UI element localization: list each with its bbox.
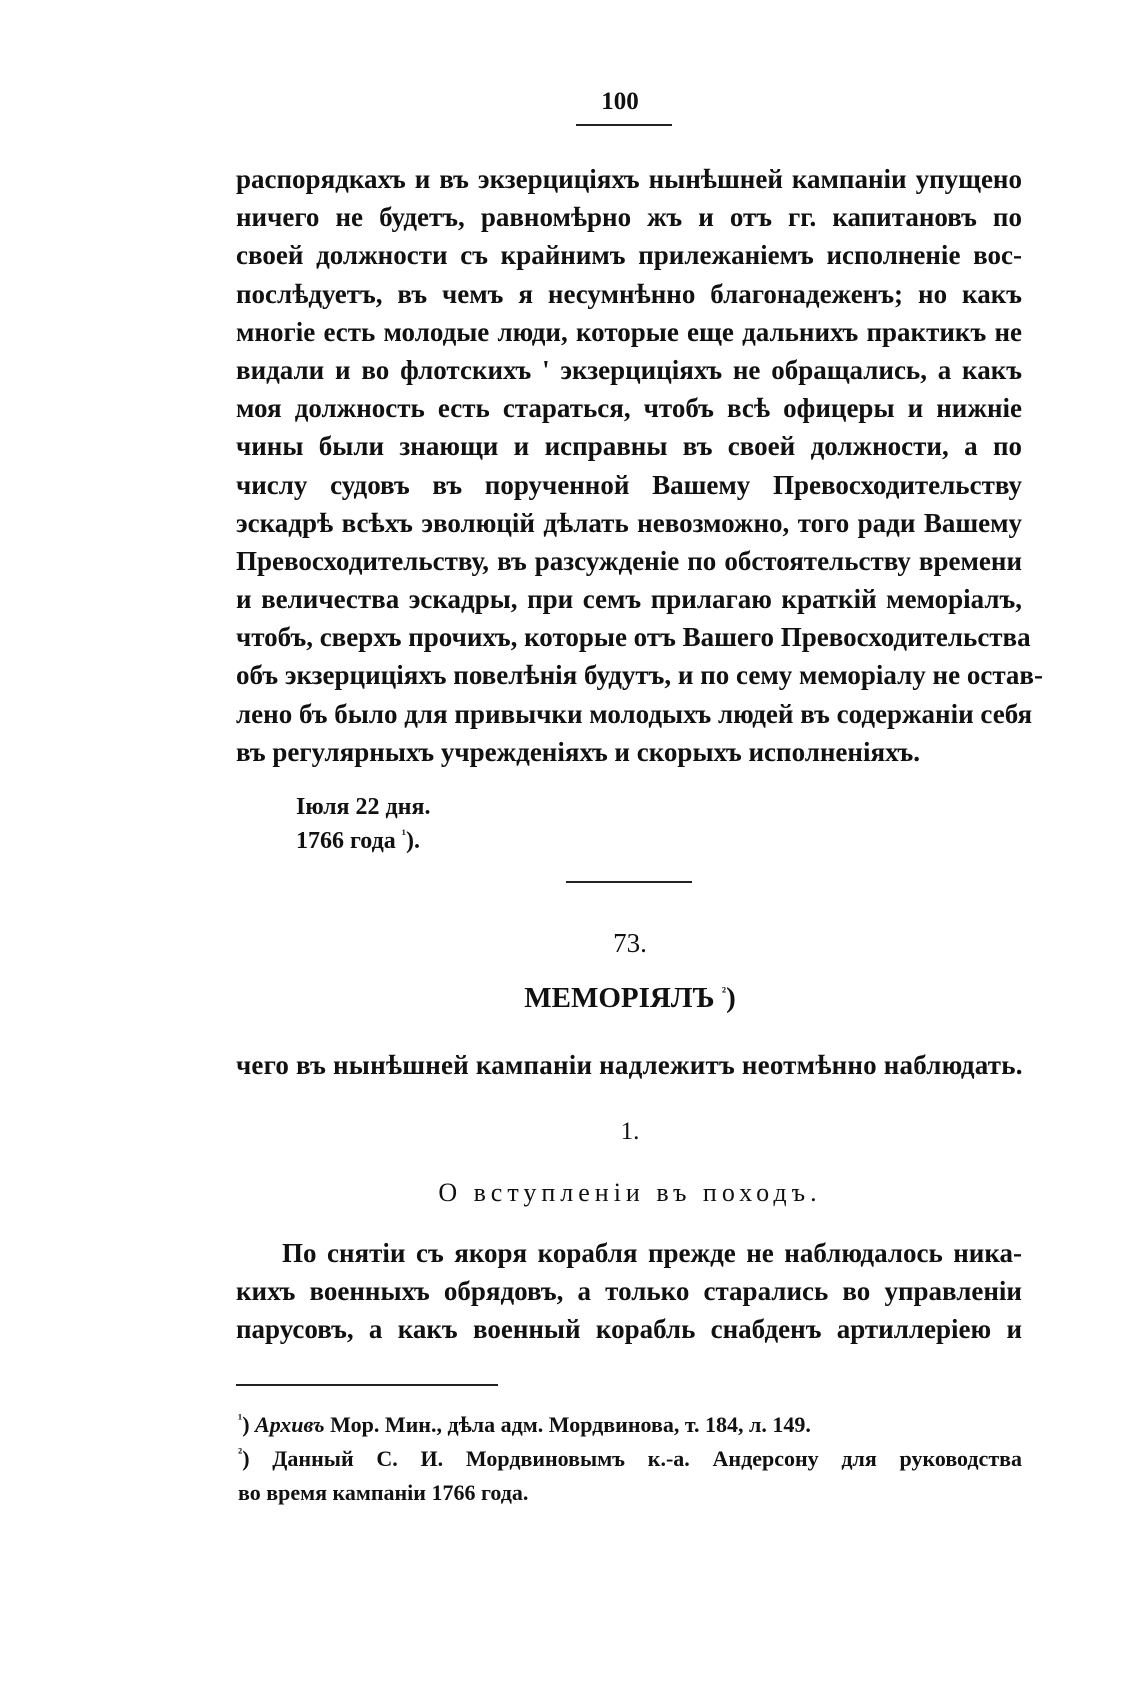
footnote-text: Данный С. И. Мордвиновымъ к.-а. Андерсону для руководства	[272, 1446, 1022, 1471]
text-line: числу судовъ въ порученной Вашему Превосходительству	[236, 469, 1022, 500]
year-line	[296, 824, 430, 858]
text-line: кихъ военныхъ обрядовъ, а только старались во управленіи	[236, 1276, 1022, 1307]
document-number: 73.	[613, 928, 647, 958]
paragraph-continued	[236, 160, 1043, 771]
page-number-underline	[576, 124, 672, 126]
text-line: многіе есть молодые люди, которые еще дальнихъ практикъ не	[236, 316, 1022, 347]
text-line: По снятіи съ якоря корабля прежде не наблюдалось ника-	[282, 1238, 1022, 1268]
footnote-rule	[236, 1384, 498, 1386]
section-title: О вступленіи въ походъ.	[438, 1178, 822, 1207]
date-line: Іюля 22 дня.	[296, 794, 431, 820]
text-line: Превосходительству, въ разсужденіе по обстоятельству времени	[236, 545, 1022, 576]
text-line: парусовъ, а какъ военный корабль снабденъ артиллеріею и	[236, 1314, 1022, 1345]
section-number: 1.	[620, 1118, 640, 1145]
text-line: моя должность есть стараться, чтобъ всѣ офицеры и нижніе	[236, 393, 1022, 424]
date-block	[296, 790, 430, 858]
footnote-1: $^{^1}$) Архивъ Мор. Мин., дѣла адм. Мордвинова, т. 184, л. 149.	[238, 1412, 811, 1437]
footnotes	[238, 1408, 1022, 1510]
text-line: объ экзерциціяхъ повелѣнія будутъ, и по сему меморіалу не остав-	[236, 660, 1043, 691]
text-line: видали и во флотскихъ ' экзерциціяхъ не обращались, а какъ	[236, 354, 1022, 385]
document-title-end: )	[726, 982, 736, 1014]
text-line: чтобъ, сверхъ прочихъ, которые отъ Вашего Превосходительства	[236, 622, 1031, 653]
text-line: въ регулярныхъ учрежденіяхъ и скорыхъ исполненіяхъ.	[236, 736, 921, 767]
text-line: лено бъ было для привычки молодыхъ людей въ содержаніи себя	[236, 698, 1033, 729]
document-subtitle: чего въ нынѣшней кампаніи надлежитъ неотмѣнно наблюдать.	[236, 1050, 1023, 1080]
footnote-2-continued: во время кампаніи 1766 года.	[238, 1480, 529, 1505]
footnote-mark: ²	[238, 1446, 243, 1462]
text-line: распорядкахъ и въ экзерциціяхъ нынѣшней кампаніи упущено	[236, 164, 1022, 194]
paragraph	[236, 1234, 1022, 1349]
document-title-text: МЕМОРІЯЛЪ	[524, 982, 715, 1014]
text-line: своей должности съ крайнимъ прилежаніемъ исполненіе вос-	[236, 240, 1022, 271]
footnote-2: $^{^2}$) Данный С. И. Мордвиновымъ к.-а. Андерсону для руководства	[238, 1446, 1022, 1471]
text-line: эскадрѣ всѣхъ эволюцій дѣлать невозможно, того ради Вашему	[236, 507, 1022, 538]
text-line: ничего не будетъ, равномѣрно жъ и отъ гг. капитановъ по	[236, 202, 1022, 233]
year-text: 1766 года	[296, 828, 396, 854]
text-line: чины были знающи и исправны въ своей должности, а по	[236, 431, 1022, 462]
footnote-source: Архивъ	[255, 1412, 325, 1437]
text-line: послѣдуетъ, въ чемъ я несумнѣнно благонадеженъ; но какъ	[236, 278, 1022, 309]
document-title	[0, 982, 1140, 1015]
page-number: 100	[601, 88, 639, 115]
footnote-text: Мор. Мин., дѣла адм. Мордвинова, т. 184, л. 149.	[330, 1412, 811, 1437]
footnote-ref: ¹	[401, 828, 406, 843]
footnote-mark: ¹	[238, 1412, 243, 1428]
footnote-ref: ²	[721, 985, 727, 1001]
year-text-end: ).	[405, 828, 420, 854]
text-line: и величества эскадры, при семъ прилагаю краткій меморіалъ,	[236, 584, 1022, 615]
section-separator	[566, 881, 692, 883]
